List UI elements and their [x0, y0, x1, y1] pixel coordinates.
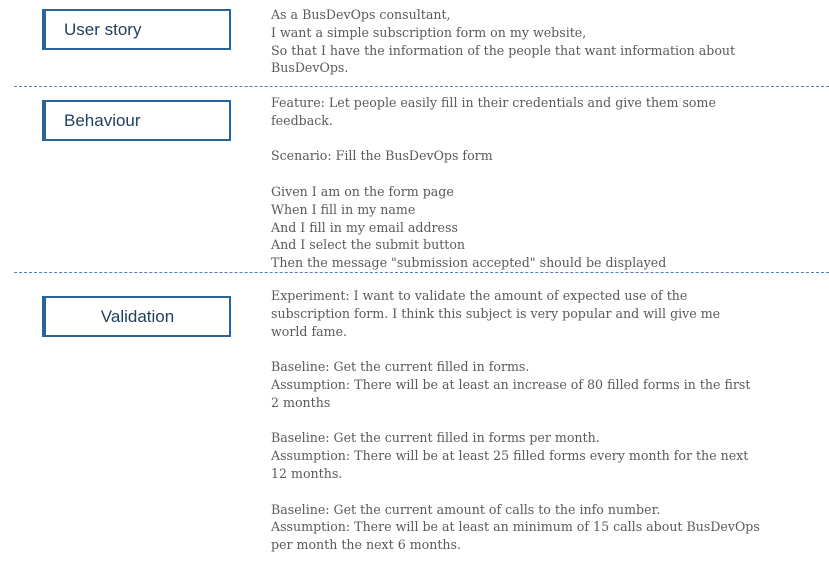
assumption-line: per month the next 6 months.	[271, 537, 461, 553]
assumption-line: Assumption: There will be at least an increase of 80 filled forms in the first	[271, 376, 751, 392]
step-line: And I select the submit button	[271, 237, 466, 253]
section-divider	[14, 272, 829, 273]
feature-line: feedback.	[271, 112, 333, 128]
experiment-line: subscription form. I think this subject is very popular and will give me	[271, 305, 721, 321]
experiment-line: Experiment: I want to validate the amount of expected use of the	[271, 288, 688, 303]
assumption-line: 12 months.	[271, 465, 343, 481]
feature-line: Feature: Let people easily fill in their credentials and give them some	[271, 95, 716, 110]
step-line: Then the message "submission accepted" should be displayed	[271, 255, 667, 271]
baseline-line: Baseline: Get the current filled in forms.	[271, 359, 530, 375]
step-line: And I fill in my email address	[271, 219, 458, 235]
user-story-text	[271, 6, 823, 77]
user-story-label: User story	[42, 9, 231, 50]
user-story-line: As a BusDevOps consultant,	[271, 7, 451, 22]
assumption-line: Assumption: There will be at least an minimum of 15 calls about BusDevOps	[271, 519, 760, 535]
user-story-line: I want a simple subscription form on my website,	[271, 24, 587, 40]
user-story-line: So that I have the information of the people that want information about	[271, 42, 736, 58]
experiment-line: world fame.	[271, 323, 348, 339]
validation-label: Validation	[42, 296, 231, 337]
step-line: When I fill in my name	[271, 201, 416, 217]
section-divider	[14, 86, 829, 87]
step-line: Given I am on the form page	[271, 183, 454, 199]
assumption-line: 2 months	[271, 394, 331, 410]
user-story-line: BusDevOps.	[271, 60, 349, 76]
behaviour-label: Behaviour	[42, 100, 231, 141]
validation-text	[271, 287, 823, 554]
scenario-line: Scenario: Fill the BusDevOps form	[271, 148, 493, 164]
baseline-line: Baseline: Get the current amount of calls to the info number.	[271, 501, 661, 517]
assumption-line: Assumption: There will be at least 25 filled forms every month for the next	[271, 448, 749, 464]
behaviour-text	[271, 94, 823, 272]
baseline-line: Baseline: Get the current filled in forms per month.	[271, 430, 600, 446]
